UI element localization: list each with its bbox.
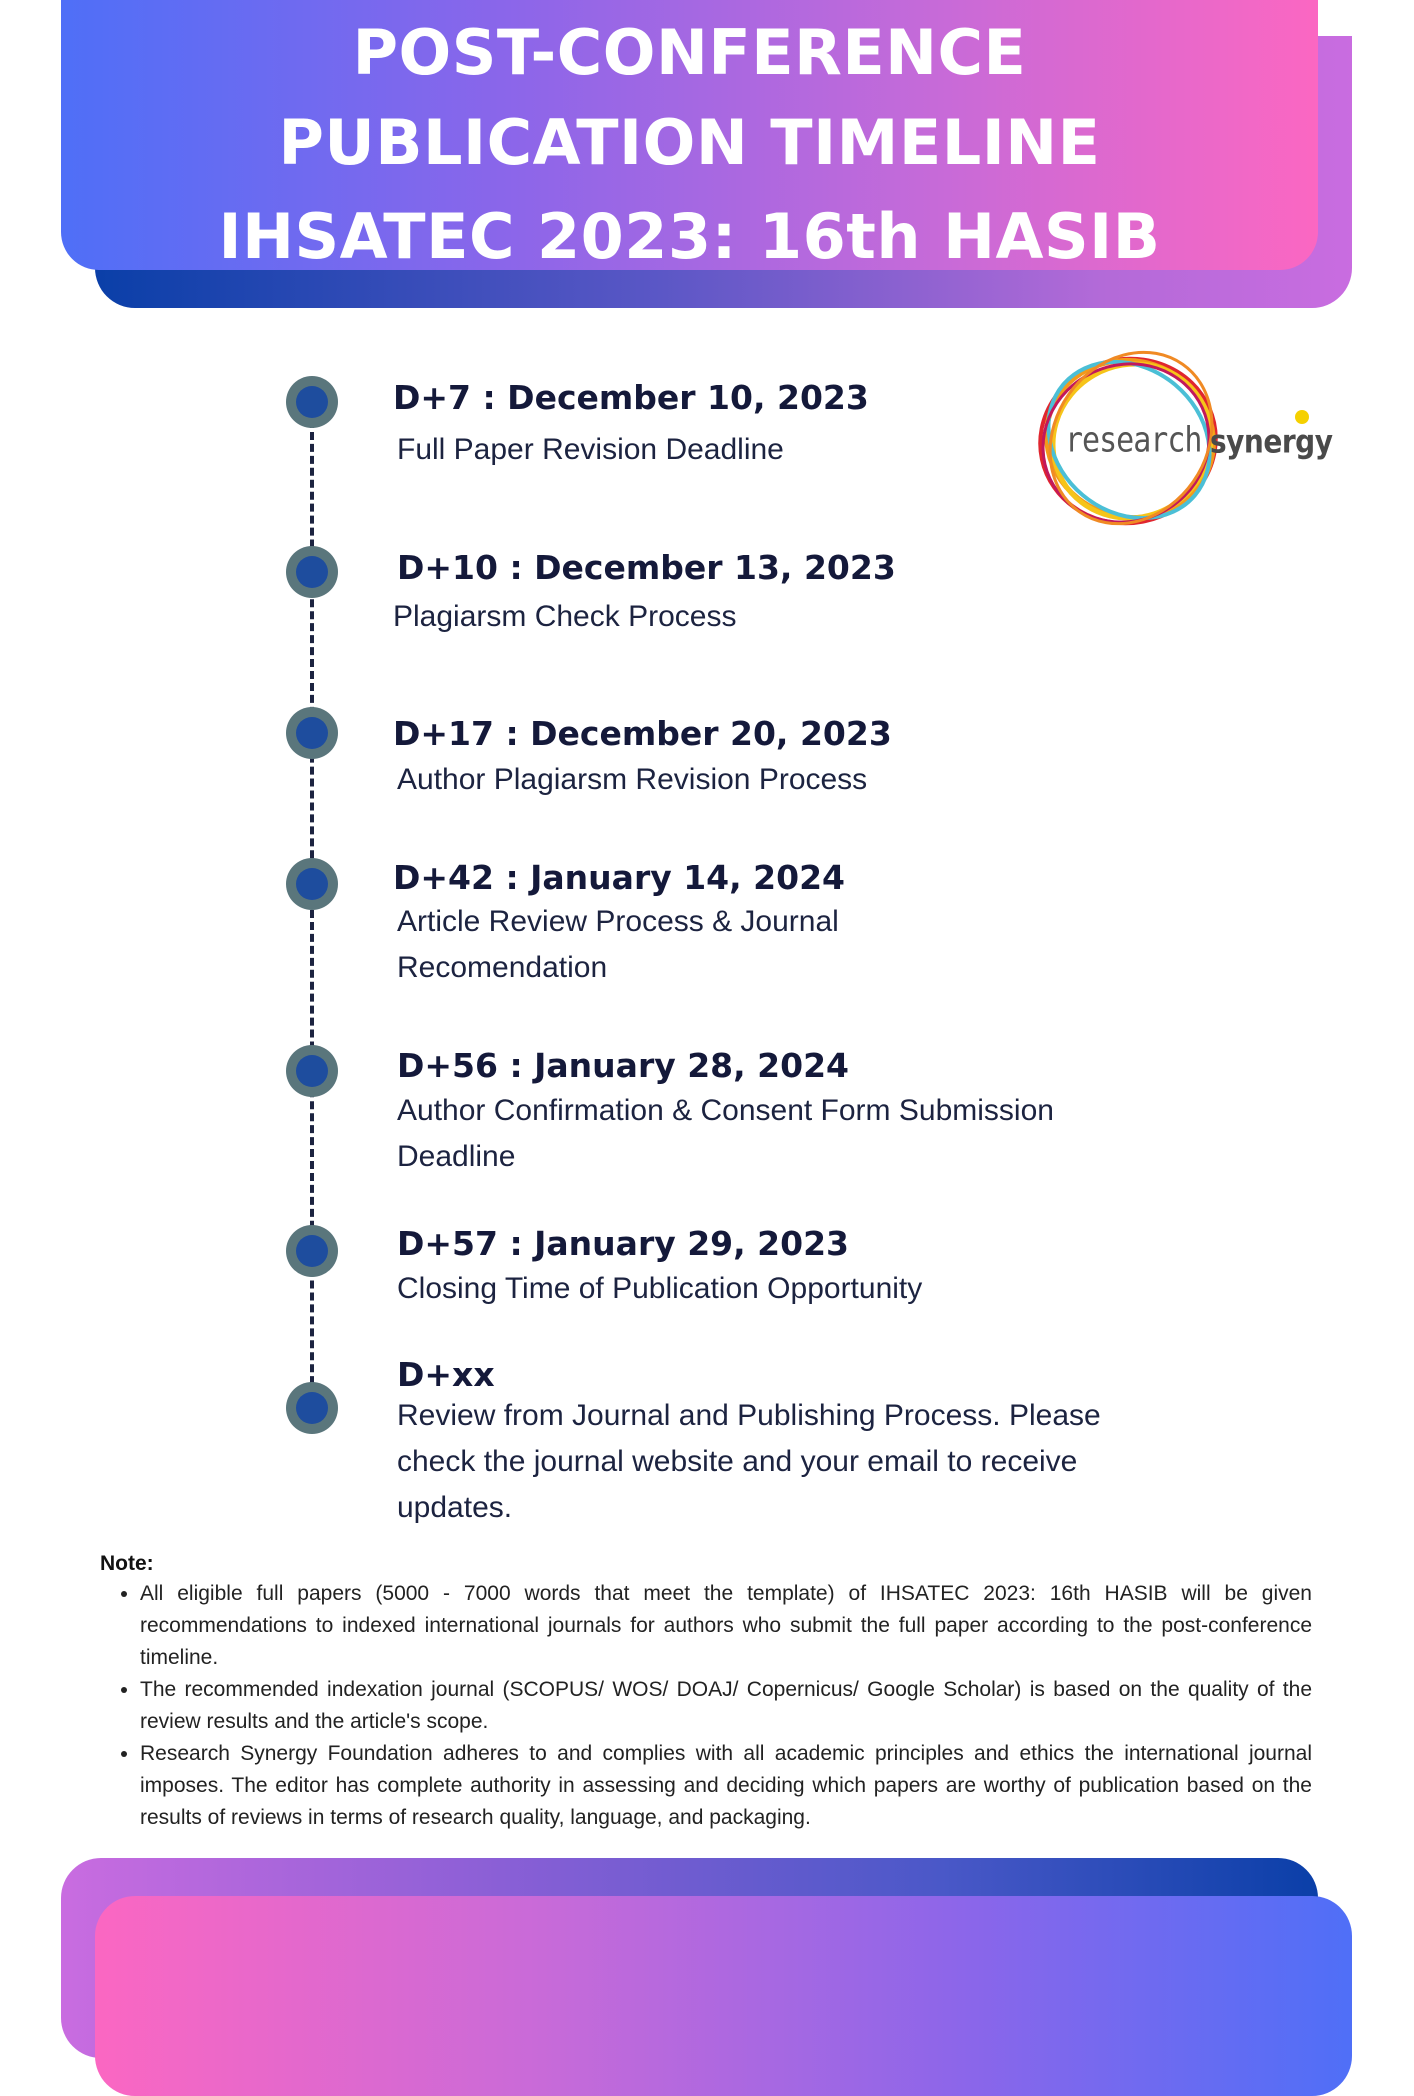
timeline-item-description: Article Review Process & Journal Recomendation [397, 905, 839, 984]
timeline-item-date: D+42 : January 14, 2024 [393, 858, 846, 897]
timeline-item-date: D+7 : December 10, 2023 [393, 378, 869, 417]
note-heading: Note: [100, 1552, 154, 1575]
timeline-item-description: Plagiarsm Check Process [393, 600, 737, 633]
page-title-line-3: IHSATEC 2023: 16th HASIB [218, 200, 1161, 273]
logo-word-synergy: synergy [1210, 422, 1333, 461]
timeline-item-description: Author Confirmation & Consent Form Submission Deadline [397, 1094, 1054, 1173]
timeline-item-date: D+10 : December 13, 2023 [397, 548, 896, 587]
timeline-item-date: D+17 : December 20, 2023 [393, 714, 892, 753]
timeline-item-description: Review from Journal and Publishing Process. Please check the journal website and your email to receive updates. [397, 1399, 1101, 1524]
timeline-item-date: D+56 : January 28, 2024 [397, 1046, 850, 1085]
note-item: • All eligible full papers (5000 - 7000 words that meet the template) of IHSATEC 2023: 16th HASIB will be given recommendations to indexed international journals for authors who submit the full paper according to the post-conference timeline. [140, 1578, 1312, 1674]
timeline-node-icon [286, 1382, 338, 1434]
timeline-node-icon [286, 546, 338, 598]
timeline-item-description: Author Plagiarsm Revision Process [397, 763, 868, 796]
footer-banner [95, 1896, 1352, 2096]
timeline-node-icon [286, 707, 338, 759]
timeline-item-description: Full Paper Revision Deadline [397, 433, 784, 466]
timeline-node-icon [286, 1225, 338, 1277]
page-title-line-2: PUBLICATION TIMELINE [278, 106, 1101, 179]
timeline-node-icon [286, 858, 338, 910]
timeline-item-date: D+57 : January 29, 2023 [397, 1224, 850, 1263]
timeline-item-description: Closing Time of Publication Opportunity [397, 1272, 923, 1305]
logo-word-research: research [1065, 420, 1202, 461]
page-title-line-1: POST-CONFERENCE [352, 16, 1027, 89]
timeline-node-icon [286, 1045, 338, 1097]
timeline-node-icon [286, 376, 338, 428]
note-list [110, 1578, 1312, 1834]
note-item: • The recommended indexation journal (SCOPUS/ WOS/ DOAJ/ Copernicus/ Google Scholar) is based on the quality of the review results and the article's scope. [140, 1674, 1312, 1738]
note-item: • Research Synergy Foundation adheres to and complies with all academic principles and ethics the international journal imposes. The editor has complete authority in assessing and deciding which papers are worthy of publication based on the results of reviews in terms of research quality, language, and packaging. [140, 1738, 1312, 1834]
timeline-item-date: D+xx [397, 1355, 495, 1394]
